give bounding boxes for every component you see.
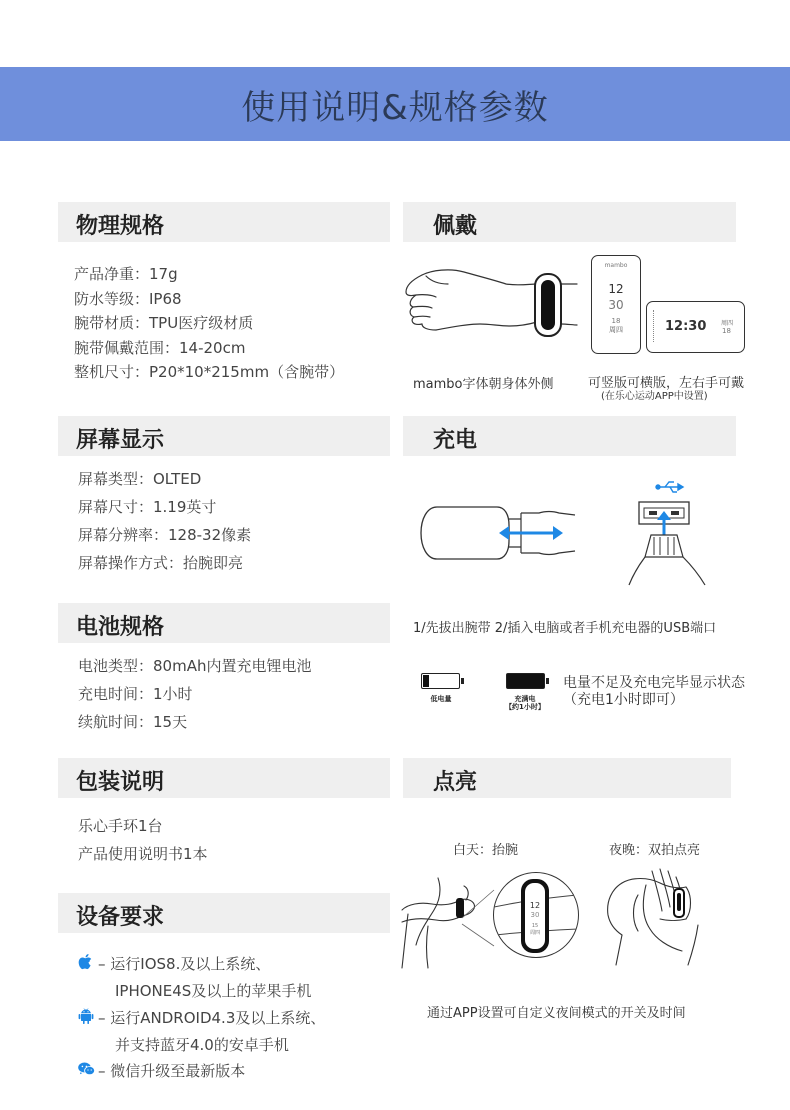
charging-status-sub: （充电1小时即可） [563,692,684,708]
light-night-label: 夜晚：双拍点亮 [609,843,701,858]
zoom-screen-weekday: 周四 [529,930,540,936]
package-item: 产品使用说明书1本 [78,845,208,863]
spec-item: 充电时间：1小时 [78,685,193,703]
battery-low-icon [421,673,460,689]
screen-date: 18 [611,317,621,325]
wearing-caption-right-sub: (在乐心运动APP中设置) [601,391,708,402]
requirement-ios-line1: – 运行IOS8.及以上系统、 [98,955,271,973]
spec-item: 整机尺寸：P20*10*215mm（含腕带） [74,363,345,381]
requirement-android-line2: 并支持蓝牙4.0的安卓手机 [115,1036,289,1054]
spec-item: 腕带材质：TPU医疗级材质 [74,314,254,332]
battery-full-label: 充满电 [514,695,536,703]
battery-specs [78,652,311,736]
section-title-package: 包装说明 [76,770,165,795]
requirement-ios-line2: IPHONE4S及以上的苹果手机 [115,982,312,1000]
spec-item: 屏幕操作方式：抬腕即亮 [78,554,244,572]
device-brand: mambo [604,262,628,269]
wearing-caption-right: 可竖版可横版，左右手可戴 [588,376,745,391]
section-title-screen: 屏幕显示 [76,428,165,453]
zoom-screen-hour: 12 [529,901,541,910]
spec-item: 屏幕尺寸：1.19英寸 [78,498,217,516]
device-horizontal [646,301,745,353]
zoom-circle [493,872,579,958]
screen-date: 18 [722,327,731,335]
spec-item: 电池类型：80mAh内置充电锂电池 [78,657,312,675]
usb-plug-illustration [627,475,712,587]
requirement-wechat-line: – 微信升级至最新版本 [98,1062,246,1080]
device-vertical [591,255,641,354]
wearing-caption-left: mambo字体朝身体外侧 [413,377,554,392]
section-title-wearing: 佩戴 [433,214,478,239]
zoom-band [521,879,549,953]
package-items [78,812,208,868]
screen-weekday: 周四 [721,320,734,327]
usb-icon [656,482,683,492]
wechat-icon [78,1062,95,1076]
section-title-requirements: 设备要求 [76,905,165,930]
zoom-screen-date: 15 [531,923,539,929]
light-day-label: 白天：抬腕 [453,843,519,858]
device-brand-vertical [653,310,658,342]
spec-item: 腕带佩戴范围：14-20cm [74,338,246,357]
apple-icon [78,953,94,970]
screen-specs [78,465,251,577]
charging-status-text: 电量不足及充电完毕显示状态 [563,675,745,691]
light-note: 通过APP设置可自定义夜间模式的开关及时间 [427,1006,686,1021]
screen-weekday: 周四 [609,326,623,334]
battery-low-label: 低电量 [430,695,452,703]
screen-time: 12:30 [665,319,707,334]
spec-item: 屏幕分辨率：128-32像素 [78,526,252,544]
spec-item: 防水等级：IP68 [74,289,182,308]
screen-hour: 12 [608,282,624,296]
double-tap-illustration [602,865,712,965]
screen-minute: 30 [608,298,624,312]
spec-item: 续航时间：15天 [78,713,188,731]
battery-full-icon [506,673,545,689]
zoom-screen-minute: 30 [530,911,540,919]
android-icon [78,1008,94,1024]
spec-item: 屏幕类型：OLTED [78,470,202,488]
requirement-android-line1: – 运行ANDROID4.3及以上系统、 [98,1009,326,1027]
section-title-battery: 电池规格 [76,615,165,640]
battery-full-sub-label: 【约1小时】 [505,703,545,711]
wrist-band-illustration [402,262,577,352]
section-title-physical: 物理规格 [76,214,165,239]
spec-item: 产品净重：17g [74,265,178,283]
package-item: 乐心手环1台 [78,817,163,835]
physical-specs [74,262,344,385]
section-title-charging: 充电 [433,428,478,453]
page-title: 使用说明&规格参数 [241,88,549,128]
section-title-light: 点亮 [433,770,478,795]
unplug-band-illustration [417,503,577,563]
charging-steps: 1/先拔出腕带 2/插入电脑或者手机充电器的USB端口 [413,621,717,636]
